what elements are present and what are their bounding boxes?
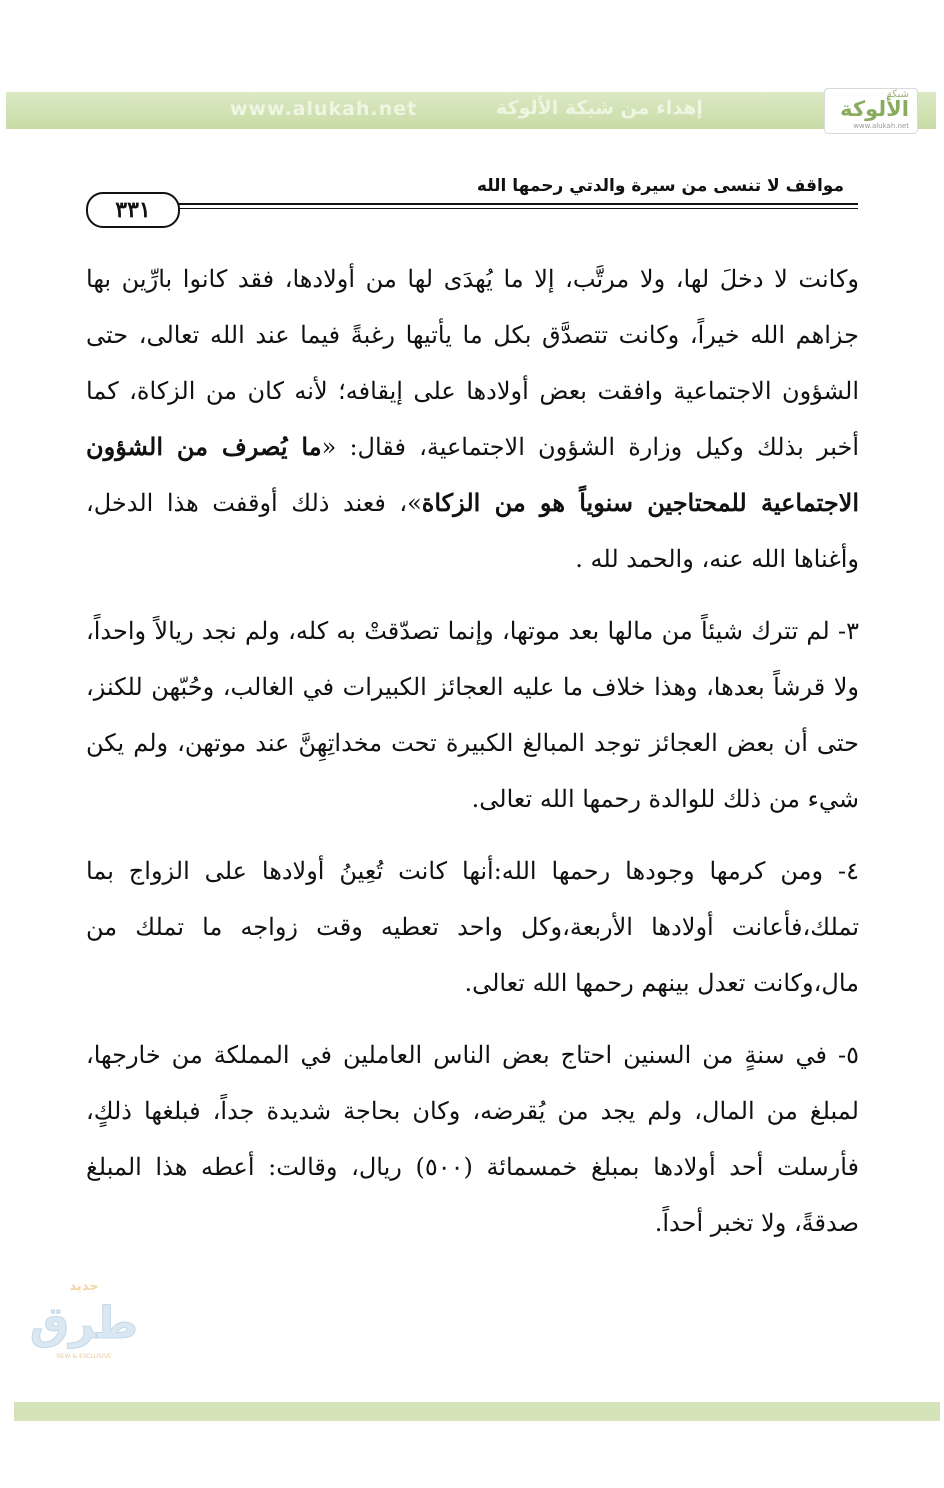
footer-band: [14, 1402, 940, 1421]
paragraph-1: [86, 251, 859, 587]
logo-small-text: شبكة: [886, 89, 909, 100]
watermark-top: جديد: [69, 1279, 99, 1294]
paragraph-1-tail: »، فعند ذلك أوقفت هذا الدخل، وأغناها الله عنه، والحمد لله .: [86, 489, 859, 573]
watermark-bottom: NEW & EXCLUSIVE: [56, 1353, 112, 1360]
logo-url: www.alukah.net: [853, 122, 909, 130]
banner-url[interactable]: www.alukah.net: [230, 98, 418, 120]
watermark-main: طرق: [29, 1298, 139, 1349]
page-number: ٣٣١: [86, 192, 180, 228]
page-body: [86, 251, 859, 1251]
header-rule: [168, 203, 858, 205]
paragraph-1-text: وكانت لا دخلَ لها، ولا مرتَّب، إلا ما يُهدَى لها من أولادها، فقد كانوا بارِّين بها جزاهم الله خيراً، وكانت تتصدَّق بكل ما يأتيها رغبةً فيما عند الله تعالى، حتى الشؤون الاجتماعية وافقت بعض أولادها على إيقافه؛ لأنه كان من الزكاة، كما أخبر بذلك وكيل وزارة الشؤون الاجتماعية، فقال: «: [86, 265, 860, 461]
paragraph-4: ٥- في سنةٍ من السنين احتاج بعض الناس العاملين في المملكة من خارجها، لمبلغ من المال، ولم يجد من يُقرضه، وكان بحاجة شديدة جداً، فبلغها ذلكٍ، فأرسلت أحد أولادها بمبلغ خمسمائة (٥٠٠) ريال، وقالت: أعطه هذا المبلغ صدقةً، ولا تخبر أحداً.: [86, 1041, 859, 1237]
paragraph-3: ٤- ومن كرمها وجودها رحمها الله:أنها كانت تُعِينُ أولادها على الزواج بما تملك،فأعانت أولادها الأربعة،وكل واحد تعطيه وقت زواجه ما تملك من مال،وكانت تعدل بينهم رحمها الله تعالى.: [86, 857, 859, 997]
header-rule-thin: [168, 208, 858, 209]
watermark-logo: [28, 1270, 140, 1370]
alukah-logo: [824, 88, 918, 134]
quote-bold: ما يُصرف من الشؤون الاجتماعية للمحتاجين سنوياً هو من الزكاة: [86, 432, 860, 517]
banner-gift-text: إهداء من شبكة الألوكة: [496, 97, 703, 119]
logo-main-text: الألوكة: [840, 97, 909, 121]
top-banner: [6, 89, 936, 130]
paragraph-2: ٣- لم تترك شيئاً من مالها بعد موتها، وإنما تصدّقتْ به كله، ولم نجد ريالاً واحداً، ولا قرشاً بعدها، وهذا خلاف ما عليه العجائز الكبيرات في الغالب، وحُبّهن للكنز، حتى أن بعض العجائز توجد المبالغ الكبيرة تحت مخداتِهِنَّ عند موتهن، ولم يكن شيء من ذلك للوالدة رحمها الله تعالى.: [86, 617, 859, 813]
running-header-title: مواقف لا تنسى من سيرة والدتي رحمها الله: [476, 176, 844, 196]
